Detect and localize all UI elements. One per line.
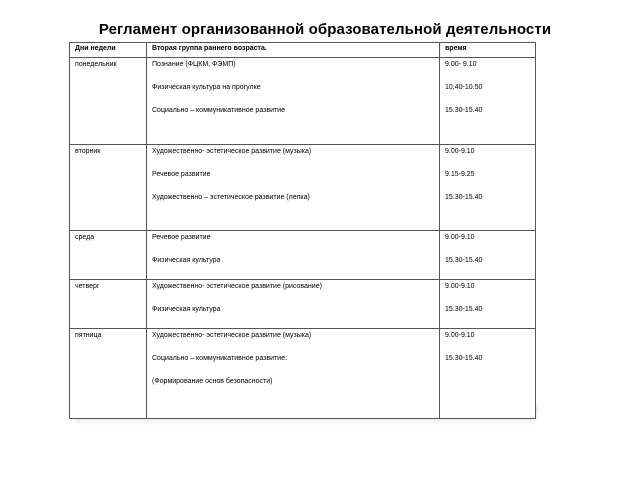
schedule-table [69,42,536,419]
header-activity: Вторая группа раннего возраста. [147,43,440,58]
day-label: вторник [75,148,101,155]
time-item: 10.40-10.50 [445,84,483,91]
activity-item: Художественно – эстетическое развитие (лепка) [152,194,310,201]
activity-item: Речевое развитие [152,234,211,241]
time-item: 15.30-15.40 [445,194,483,201]
activity-item: Социально – коммуникативное развитие [152,107,285,114]
table-row [70,329,536,419]
table-row [70,280,536,329]
activity-item: Художественно- эстетическое развитие (рисование) [152,283,322,290]
time-item: 9.00-9.10 [445,234,475,241]
activity-item: Познание (ФЦКМ, ФЭМП) [152,61,236,68]
day-cell [70,329,147,419]
day-cell [70,145,147,231]
activity-cell [147,58,440,145]
day-cell [70,280,147,329]
time-cell [440,58,536,145]
activity-item: (Формирование основ безопасности) [152,378,273,385]
day-cell [70,231,147,280]
day-label: пятница [75,332,102,339]
time-item: 15.30-15.40 [445,107,483,114]
activity-cell [147,280,440,329]
activity-item: Художественно- эстетическое развитие (музыка) [152,148,312,155]
time-item: 15.30-15.40 [445,355,483,362]
activity-cell [147,329,440,419]
activity-item: Физическая культура на прогулке [152,84,261,91]
activity-cell [147,145,440,231]
time-item: 9.00- 9.10 [445,61,477,68]
time-cell [440,329,536,419]
time-cell [440,231,536,280]
page-title: Регламент организованной образовательной деятельности [98,21,552,38]
day-label: четверг [75,283,100,290]
time-item: 15.30-15.40 [445,257,483,264]
header-day: Дни недели [70,43,147,58]
day-label: среда [75,234,95,241]
time-cell [440,145,536,231]
table-row [70,145,536,231]
header-time: время [440,43,536,58]
time-item: 15.30-15.40 [445,306,483,313]
time-item: 9.00-9.10 [445,332,475,339]
activity-item: Социально – коммуникативное развитие: [152,355,287,362]
time-item: 9.15-9.25 [445,171,475,178]
time-item: 9.00-9.10 [445,148,475,155]
activity-item: Физическая культура [152,306,221,313]
table-row [70,58,536,145]
day-cell [70,58,147,145]
day-label: понедельник [75,61,117,68]
activity-item: Речевое развитие [152,171,211,178]
table-header-row [70,43,536,58]
activity-item: Физическая культура [152,257,221,264]
activity-item: Художественно- эстетическое развитие (музыка) [152,332,312,339]
time-item: 9.00-9.10 [445,283,475,290]
time-cell [440,280,536,329]
table-row [70,231,536,280]
activity-cell [147,231,440,280]
